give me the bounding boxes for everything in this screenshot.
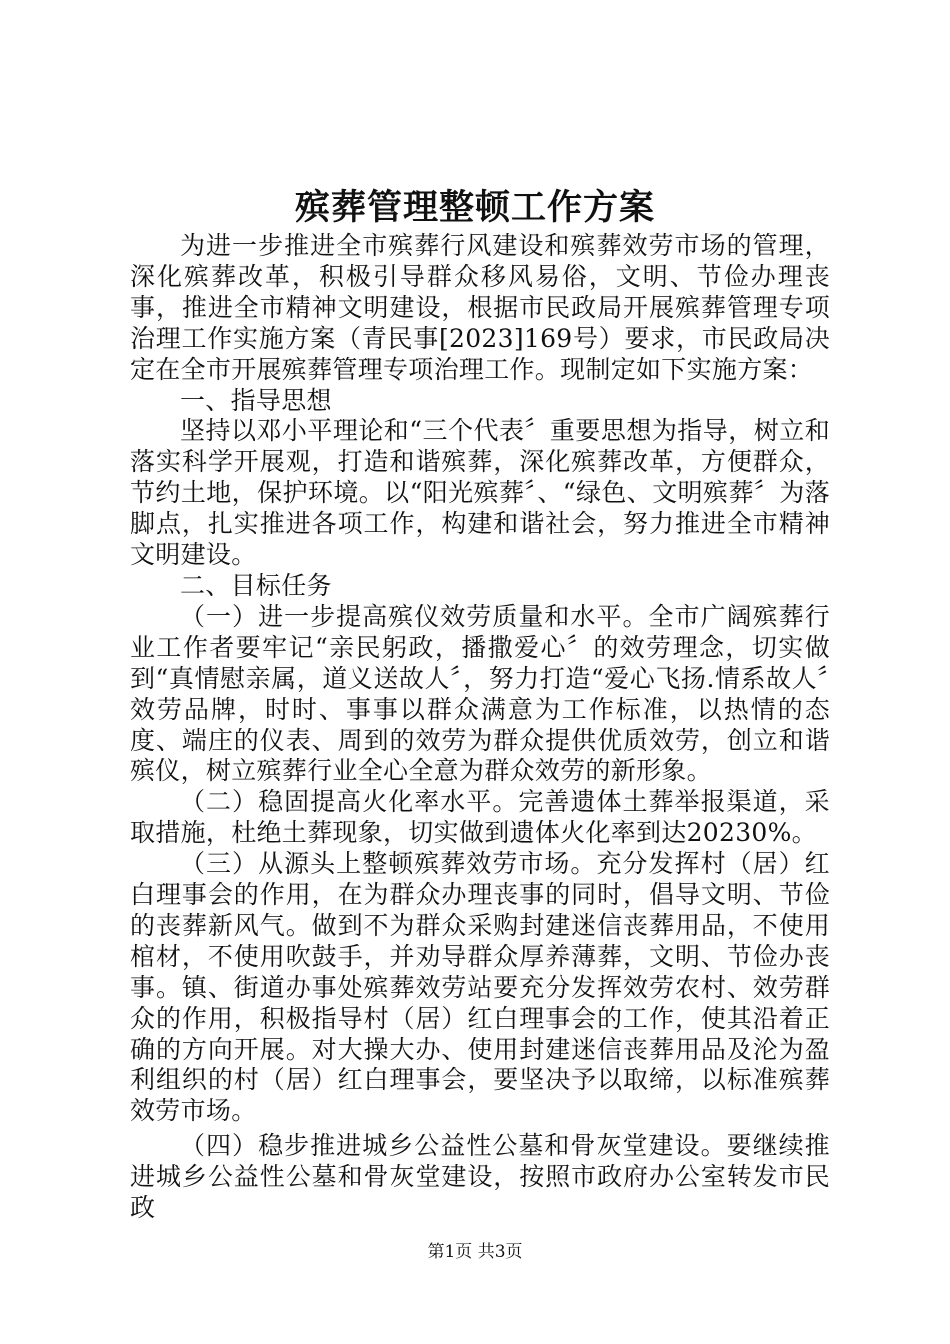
task-paragraph-2: （二）稳固提高火化率水平。完善遗体土葬举报渠道，采取措施，杜绝土葬现象，切实做到遗体火化率到达20230%。 bbox=[130, 787, 830, 848]
task-paragraph-4: （四）稳步推进城乡公益性公墓和骨灰堂建设。要继续推进城乡公益性公墓和骨灰堂建设，按照市政府办公室转发市民政 bbox=[130, 1131, 830, 1223]
task-paragraph-3: （三）从源头上整顿殡葬效劳市场。充分发挥村（居）红白理事会的作用，在为群众办理丧事的同时，倡导文明、节俭的丧葬新风气。做到不为群众采购封建迷信丧葬用品，不使用棺材，不使用吹鼓手，并劝导群众厚养薄葬，文明、节俭办丧事。镇、街道办事处殡葬效劳站要充分发挥效劳农村、效劳群众的作用，积极指导村（居）红白理事会的工作，使其沿着正确的方向开展。对大操大办、使用封建迷信丧葬用品及沦为盈利组织的村（居）红白理事会，要坚决予以取缔，以标准殡葬效劳市场。 bbox=[130, 849, 830, 1126]
page-footer: 第1页 共3页 bbox=[427, 1242, 523, 1262]
document-title: 殡葬管理整顿工作方案 bbox=[294, 187, 655, 228]
task-paragraph-1: （一）进一步提高殡仪效劳质量和水平。全市广阔殡葬行业工作者要牢记“亲民躬政，播撒爱心〞的效劳理念，切实做到“真情慰亲属，道义送故人〞，努力打造“爱心飞扬.情系故人〞效劳品牌，时时、事事以群众满意为工作标准，以热情的态度、端庄的仪表、周到的效劳为群众提供优质效劳，创立和谐殡仪，树立殡葬行业全心全意为群众效劳的新形象。 bbox=[130, 601, 830, 786]
section-heading-goals-tasks: 二、目标任务 bbox=[180, 570, 332, 600]
section-heading-guiding-ideology: 一、指导思想 bbox=[180, 385, 332, 415]
guiding-ideology-paragraph: 坚持以邓小平理论和“三个代表〞重要思想为指导，树立和落实科学开展观，打造和谐殡葬，深化殡葬改革，方便群众，节约土地，保护环境。以“阳光殡葬〞、“绿色、文明殡葬〞为落脚点，扎实推进各项工作，构建和谐社会，努力推进全市精神文明建设。 bbox=[130, 416, 830, 570]
document-body bbox=[130, 231, 830, 1224]
intro-paragraph: 为进一步推进全市殡葬行风建设和殡葬效劳市场的管理，深化殡葬改革，积极引导群众移风易俗，文明、节俭办理丧事，推进全市精神文明建设，根据市民政局开展殡葬管理专项治理工作实施方案（青民事[2023]169号）要求，市民政局决定在全市开展殡葬管理专项治理工作。现制定如下实施方案： bbox=[130, 231, 830, 384]
